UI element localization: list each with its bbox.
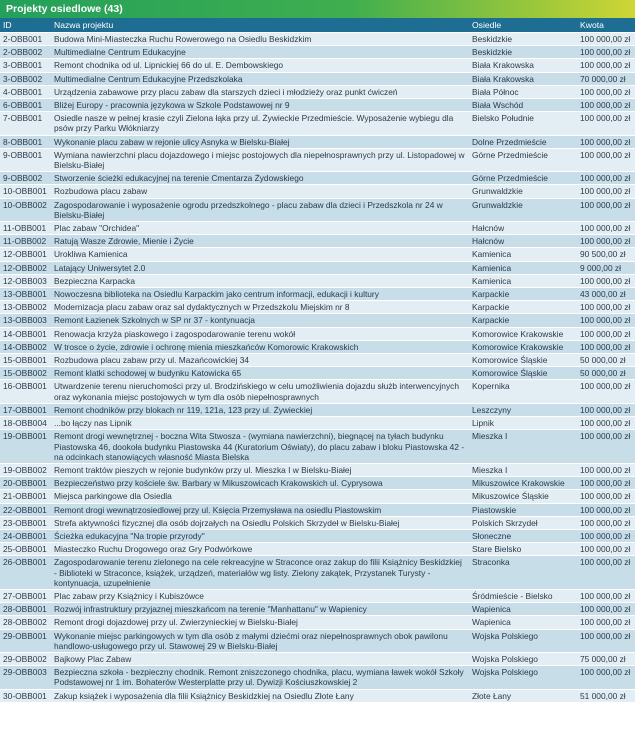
cell-kwota: 100 000,00 zł	[580, 617, 631, 628]
cell-osiedle: Mikuszowice Krakowskie	[472, 478, 565, 489]
cell-osiedle: Śródmieście - Bielsko	[472, 590, 553, 601]
cell-kwota: 100 000,00 zł	[580, 236, 631, 247]
cell-kwota: 100 000,00 zł	[580, 223, 631, 234]
table-row	[0, 85, 635, 98]
cell-name: Wymiana nawierzchni placu dojazdowego i miejsc postojowych dla niepełnosprawnych przy ul. Listopadowej w Bielsku-Białej	[54, 149, 465, 171]
cell-kwota: 100 000,00 zł	[580, 590, 631, 601]
cell-name: Bezpieczna Karpacka	[54, 275, 136, 286]
cell-osiedle: Komorowice Krakowskie	[472, 341, 564, 352]
cell-kwota: 100 000,00 zł	[580, 136, 631, 147]
cell-name: Strefa aktywności fizycznej dla osób dojrzałych na Osiedlu Polskich Skrzydeł w Bielsku-Białej	[54, 517, 400, 528]
cell-osiedle: Wapienica	[472, 604, 511, 615]
cell-name: Multimedialne Centrum Edukacyjne Przedszkolaka	[54, 73, 243, 84]
cell-kwota: 50 000,00 zł	[580, 355, 626, 366]
cell-name: Miejsca parkingowe dla Osiedla	[54, 491, 172, 502]
table-row	[0, 629, 635, 652]
cell-name: Stworzenie ścieżki edukacyjnej na terenie Cmentarza Żydowskiego	[54, 173, 304, 184]
cell-osiedle: Kamienica	[472, 249, 512, 260]
cell-id: 12-OBB001	[3, 249, 47, 260]
cell-kwota: 100 000,00 zł	[580, 113, 631, 124]
table-row	[0, 542, 635, 555]
cell-id: 2-OBB001	[3, 34, 43, 44]
column-header-osiedle: Osiedle	[472, 20, 502, 30]
cell-kwota: 43 000,00 zł	[580, 289, 626, 300]
cell-kwota: 100 000,00 zł	[580, 381, 631, 392]
column-header-name: Nazwa projektu	[54, 20, 114, 30]
table-row	[0, 652, 635, 665]
cell-name: Ratują Wasze Zdrowie, Mienie i Życie	[54, 236, 194, 247]
table-row	[0, 403, 635, 416]
cell-osiedle: Beskidzkie	[472, 47, 513, 58]
cell-osiedle: Komorowice Śląskie	[472, 355, 548, 366]
table-row	[0, 287, 635, 300]
table-row	[0, 58, 635, 71]
table-row	[0, 516, 635, 529]
cell-kwota: 100 000,00 zł	[580, 464, 631, 475]
cell-osiedle: Leszczyny	[472, 404, 512, 415]
cell-osiedle: Beskidzkie	[472, 34, 513, 44]
table-row	[0, 416, 635, 429]
cell-name: Nowoczesna biblioteka na Osiedlu Karpackim jako centrum informacji, edukacji i kultury	[54, 289, 379, 300]
cell-osiedle: Kamienica	[472, 262, 512, 273]
table-row	[0, 98, 635, 111]
cell-osiedle: Stare Bielsko	[472, 544, 522, 555]
cell-osiedle: Straconka	[472, 557, 510, 568]
table-row	[0, 198, 635, 221]
table-row	[0, 32, 635, 45]
cell-osiedle: Wapienica	[472, 617, 511, 628]
cell-name: W trosce o życie, zdrowie i ochronę mienia mieszkańców Komorowic Krakowskich	[54, 341, 359, 352]
cell-osiedle: Grunwaldzkie	[472, 186, 523, 197]
cell-id: 12-OBB003	[3, 275, 47, 286]
table-header-row	[0, 18, 635, 32]
cell-kwota: 100 000,00 zł	[580, 199, 631, 210]
cell-kwota: 100 000,00 zł	[580, 557, 631, 568]
table-row	[0, 247, 635, 260]
cell-name: Plac zabaw "Orchidea"	[54, 223, 140, 234]
cell-kwota: 100 000,00 zł	[580, 544, 631, 555]
cell-name: Renowacja krzyża piaskowego i zagospodarowanie terenu wokół	[54, 328, 296, 339]
table-body	[0, 32, 635, 702]
cell-id: 22-OBB001	[3, 504, 47, 515]
table-row	[0, 274, 635, 287]
cell-id: 21-OBB001	[3, 491, 47, 502]
cell-kwota: 100 000,00 zł	[580, 517, 631, 528]
table-row	[0, 665, 635, 688]
cell-name: Zagospodarowanie terenu zielonego na cele rekreacyjne w Straconce oraz zakup do filii Książnicy Beskidzkiej - Biblioteki w Straconce, książek, urządzeń, materiałów wg listy. Zielony zakątek, Przystanek Turysty - kontynuacja, uzupełnienie	[54, 557, 462, 588]
cell-osiedle: Mikuszowice Śląskie	[472, 491, 549, 502]
cell-id: 9-OBB001	[3, 149, 43, 160]
cell-name: Bezpieczeństwo przy kościele św. Barbary w Mikuszowicach Krakowskich ul. Cyprysowa	[54, 478, 383, 489]
cell-osiedle: Grunwaldzkie	[472, 199, 523, 210]
table-row	[0, 366, 635, 379]
table-row	[0, 111, 635, 134]
cell-name: Bezpieczna szkoła - bezpieczny chodnik. Remont zniszczonego chodnika, placu, wymiana ławek wokół Szkoły Podstawowej nr 1 im. Bohaterów Westerplatte przy ul. Dywizji Kościuszkowskiej 2	[54, 667, 464, 688]
cell-id: 26-OBB001	[3, 557, 47, 568]
cell-kwota: 100 000,00 zł	[580, 530, 631, 541]
cell-kwota: 100 000,00 zł	[580, 491, 631, 502]
cell-name: Utwardzenie terenu nieruchomości przy ul. Brodzińskiego w celu umożliwienia dojazdu służb interwencyjnych oraz wykonania miejsc postojowych w tym dla osób niepełnosprawnych	[54, 381, 459, 402]
cell-id: 10-OBB002	[3, 199, 47, 210]
cell-id: 16-OBB001	[3, 381, 47, 392]
cell-id: 18-OBB004	[3, 418, 47, 429]
cell-kwota: 100 000,00 zł	[580, 186, 631, 197]
cell-name: Rozwój infrastruktury przyjaznej mieszkańcom na terenie "Manhattanu" w Wapienicy	[54, 604, 367, 615]
cell-id: 30-OBB001	[3, 690, 47, 701]
cell-id: 3-OBB002	[3, 73, 43, 84]
cell-osiedle: Biała Wschód	[472, 100, 524, 111]
cell-kwota: 100 000,00 zł	[580, 86, 631, 97]
table-row	[0, 327, 635, 340]
cell-name: Plac zabaw przy Książnicy i Kubiszówce	[54, 590, 204, 601]
table-row	[0, 148, 635, 171]
cell-kwota: 100 000,00 zł	[580, 34, 631, 44]
cell-kwota: 50 000,00 zł	[580, 368, 626, 379]
cell-osiedle: Komorowice Krakowskie	[472, 328, 564, 339]
cell-name: Modernizacja placu zabaw oraz sal dydaktycznych w Przedszkolu Miejskim nr 8	[54, 302, 350, 313]
table-row	[0, 602, 635, 615]
cell-osiedle: Polskich Skrzydeł	[472, 517, 538, 528]
cell-osiedle: Karpackie	[472, 315, 510, 326]
cell-osiedle: Górne Przedmieście	[472, 149, 548, 160]
cell-osiedle: Hałcnów	[472, 223, 505, 234]
cell-id: 24-OBB001	[3, 530, 47, 541]
cell-id: 15-OBB002	[3, 368, 47, 379]
cell-name: Bajkowy Plac Zabaw	[54, 653, 132, 664]
table-row	[0, 261, 635, 274]
table-row	[0, 221, 635, 234]
cell-kwota: 100 000,00 zł	[580, 478, 631, 489]
cell-name: Remont klatki schodowej w budynku Katowicka 65	[54, 368, 242, 379]
table-row	[0, 340, 635, 353]
cell-id: 27-OBB001	[3, 590, 47, 601]
cell-name: Urokliwa Kamienica	[54, 249, 128, 260]
cell-kwota: 100 000,00 zł	[580, 60, 631, 71]
cell-osiedle: Karpackie	[472, 302, 510, 313]
cell-osiedle: Biała Krakowska	[472, 73, 534, 84]
table-row	[0, 689, 635, 702]
cell-id: 17-OBB001	[3, 404, 47, 415]
table-row	[0, 234, 635, 247]
table-row	[0, 313, 635, 326]
cell-kwota: 70 000,00 zł	[580, 73, 626, 84]
cell-kwota: 100 000,00 zł	[580, 667, 631, 678]
table-row	[0, 589, 635, 602]
cell-kwota: 100 000,00 zł	[580, 341, 631, 352]
cell-id: 4-OBB001	[3, 86, 43, 97]
cell-kwota: 100 000,00 zł	[580, 173, 631, 184]
cell-name: Multimedialne Centrum Edukacyjne	[54, 47, 186, 58]
cell-name: Osiedle nasze w pełnej krasie czyli Zielona łąka przy ul. Żywieckie Przedmieście. Wyposażenie wybiegu dla psów przy Parku Włókniarzy	[54, 113, 454, 134]
cell-id: 19-OBB002	[3, 464, 47, 475]
cell-kwota: 100 000,00 zł	[580, 431, 631, 442]
cell-name: Remont chodnika od ul. Lipnickiej 66 do ul. E. Dembowskiego	[54, 60, 284, 71]
cell-name: Remont drogi wewnętrznej - boczna Wita Stwosza - (wymiana nawierzchni), biegnącej na tyłach budynku Piastowska 46, dookoła budynku Piastowska 44 (Kuratorium Oświaty), do placu zabaw i bloku Piastowska 42 - na odcinkach stanowiących własność Miasta Bielska	[54, 431, 465, 462]
cell-id: 29-OBB001	[3, 630, 47, 641]
cell-name: Budowa Mini-Miasteczka Ruchu Rowerowego na Osiedlu Beskidzkim	[54, 34, 312, 44]
cell-name: Zakup książek i wyposażenia dla filii Książnicy Beskidzkiej na Osiedlu Złote Łany	[54, 690, 354, 701]
table-row	[0, 463, 635, 476]
table-row	[0, 72, 635, 85]
cell-id: 9-OBB002	[3, 173, 43, 184]
column-header-id: ID	[3, 20, 12, 30]
cell-name: Ścieżka edukacyjna "Na tropie przyrody"	[54, 530, 205, 541]
cell-kwota: 100 000,00 zł	[580, 47, 631, 58]
table-row	[0, 503, 635, 516]
cell-name: Wykonanie miejsc parkingowych w tym dla osób z małymi dziećmi oraz niepełnosprawnych obok pawilonu handlowo-usługowego przy ul. Stawowej 29 w Bielsku-Białej	[54, 630, 448, 651]
cell-osiedle: Górne Przedmieście	[472, 173, 548, 184]
cell-id: 20-OBB001	[3, 478, 47, 489]
cell-kwota: 100 000,00 zł	[580, 302, 631, 313]
cell-kwota: 100 000,00 zł	[580, 404, 631, 415]
cell-osiedle: Wojska Polskiego	[472, 667, 538, 678]
cell-osiedle: Lipnik	[472, 418, 494, 429]
table-title: Projekty osiedlowe (43)	[0, 0, 635, 18]
table-row	[0, 379, 635, 402]
cell-osiedle: Bielsko Południe	[472, 113, 534, 124]
table-row	[0, 429, 635, 463]
cell-kwota: 100 000,00 zł	[580, 149, 631, 160]
cell-id: 14-OBB002	[3, 341, 47, 352]
cell-id: 13-OBB001	[3, 289, 47, 300]
cell-name: Zagospodarowanie i wyposażenie ogrodu przedszkolnego - placu zabaw dla dzieci i Przedszkola nr 24 w Bielsku-Białej	[54, 199, 443, 220]
cell-name: Remont Łazienek Szkolnych w SP nr 37 - kontynuacja	[54, 315, 255, 326]
cell-name: Miasteczko Ruchu Drogowego oraz Gry Podwórkowe	[54, 544, 253, 555]
cell-id: 29-OBB002	[3, 653, 47, 664]
cell-id: 28-OBB001	[3, 604, 47, 615]
cell-name: Rozbudowa placu zabaw	[54, 186, 148, 197]
cell-osiedle: Biała Krakowska	[472, 60, 534, 71]
cell-kwota: 100 000,00 zł	[580, 315, 631, 326]
cell-name: Remont chodników przy blokach nr 119, 121a, 123 przy ul. Żywieckiej	[54, 404, 313, 415]
cell-id: 23-OBB001	[3, 517, 47, 528]
cell-kwota: 9 000,00 zł	[580, 262, 621, 273]
cell-kwota: 100 000,00 zł	[580, 100, 631, 111]
cell-kwota: 100 000,00 zł	[580, 328, 631, 339]
cell-kwota: 51 000,00 zł	[580, 690, 626, 701]
cell-osiedle: Wojska Polskiego	[472, 653, 538, 664]
cell-osiedle: Biała Północ	[472, 86, 519, 97]
column-header-kwota: Kwota	[580, 20, 604, 30]
cell-name: Bliżej Europy - pracownia językowa w Szkole Podstawowej nr 9	[54, 100, 290, 111]
table-row	[0, 476, 635, 489]
cell-kwota: 100 000,00 zł	[580, 418, 631, 429]
table-row	[0, 135, 635, 148]
cell-id: 10-OBB001	[3, 186, 47, 197]
table-row	[0, 45, 635, 58]
cell-id: 28-OBB002	[3, 617, 47, 628]
table-row	[0, 489, 635, 502]
cell-name: Rozbudowa placu zabaw przy ul. Mazańcowickiej 34	[54, 355, 250, 366]
cell-name: ...bo łączy nas Lipnik	[54, 418, 132, 429]
cell-osiedle: Kopernika	[472, 381, 510, 392]
cell-kwota: 90 500,00 zł	[580, 249, 626, 260]
cell-id: 11-OBB002	[3, 236, 47, 247]
cell-osiedle: Komorowice Śląskie	[472, 368, 548, 379]
cell-id: 2-OBB002	[3, 47, 43, 58]
cell-id: 13-OBB003	[3, 315, 47, 326]
cell-id: 15-OBB001	[3, 355, 47, 366]
cell-id: 25-OBB001	[3, 544, 47, 555]
table-row	[0, 171, 635, 184]
cell-osiedle: Wojska Polskiego	[472, 630, 538, 641]
cell-name: Latający Uniwersytet 2.0	[54, 262, 146, 273]
cell-osiedle: Słoneczne	[472, 530, 512, 541]
cell-kwota: 100 000,00 zł	[580, 630, 631, 641]
cell-id: 29-OBB003	[3, 667, 47, 678]
cell-id: 13-OBB002	[3, 302, 47, 313]
cell-osiedle: Złote Łany	[472, 690, 512, 701]
table-row	[0, 184, 635, 197]
table-row	[0, 529, 635, 542]
cell-id: 3-OBB001	[3, 60, 43, 71]
cell-kwota: 100 000,00 zł	[580, 604, 631, 615]
cell-kwota: 100 000,00 zł	[580, 275, 631, 286]
cell-id: 8-OBB001	[3, 136, 43, 147]
table-row	[0, 615, 635, 628]
cell-osiedle: Kamienica	[472, 275, 512, 286]
table-row	[0, 300, 635, 313]
cell-osiedle: Mieszka I	[472, 464, 508, 475]
cell-name: Remont traktów pieszych w rejonie budynków przy ul. Mieszka I w Bielsku-Białej	[54, 464, 352, 475]
cell-kwota: 100 000,00 zł	[580, 504, 631, 515]
cell-name: Urządzenia zabawowe przy placu zabaw dla starszych dzieci i młodzieży oraz punkt ćwiczeń	[54, 86, 398, 97]
cell-id: 12-OBB002	[3, 262, 47, 273]
cell-name: Wykonanie placu zabaw w rejonie ulicy Asnyka w Bielsku-Białej	[54, 136, 290, 147]
table-row	[0, 353, 635, 366]
cell-osiedle: Hałcnów	[472, 236, 505, 247]
cell-kwota: 75 000,00 zł	[580, 653, 626, 664]
cell-osiedle: Dolne Przedmieście	[472, 136, 547, 147]
cell-id: 19-OBB001	[3, 431, 47, 442]
cell-id: 14-OBB001	[3, 328, 47, 339]
cell-id: 11-OBB001	[3, 223, 47, 234]
cell-name: Remont drogi wewnątrzosiedlowej przy ul. Księcia Przemysława na osiedlu Piastowskim	[54, 504, 382, 515]
cell-osiedle: Mieszka I	[472, 431, 508, 442]
cell-id: 7-OBB001	[3, 113, 43, 124]
cell-id: 6-OBB001	[3, 100, 43, 111]
cell-osiedle: Karpackie	[472, 289, 510, 300]
table-row	[0, 555, 635, 589]
cell-osiedle: Piastowskie	[472, 504, 517, 515]
cell-name: Remont drogi dojazdowej przy ul. Zwierzynieckiej w Bielsku-Białej	[54, 617, 298, 628]
